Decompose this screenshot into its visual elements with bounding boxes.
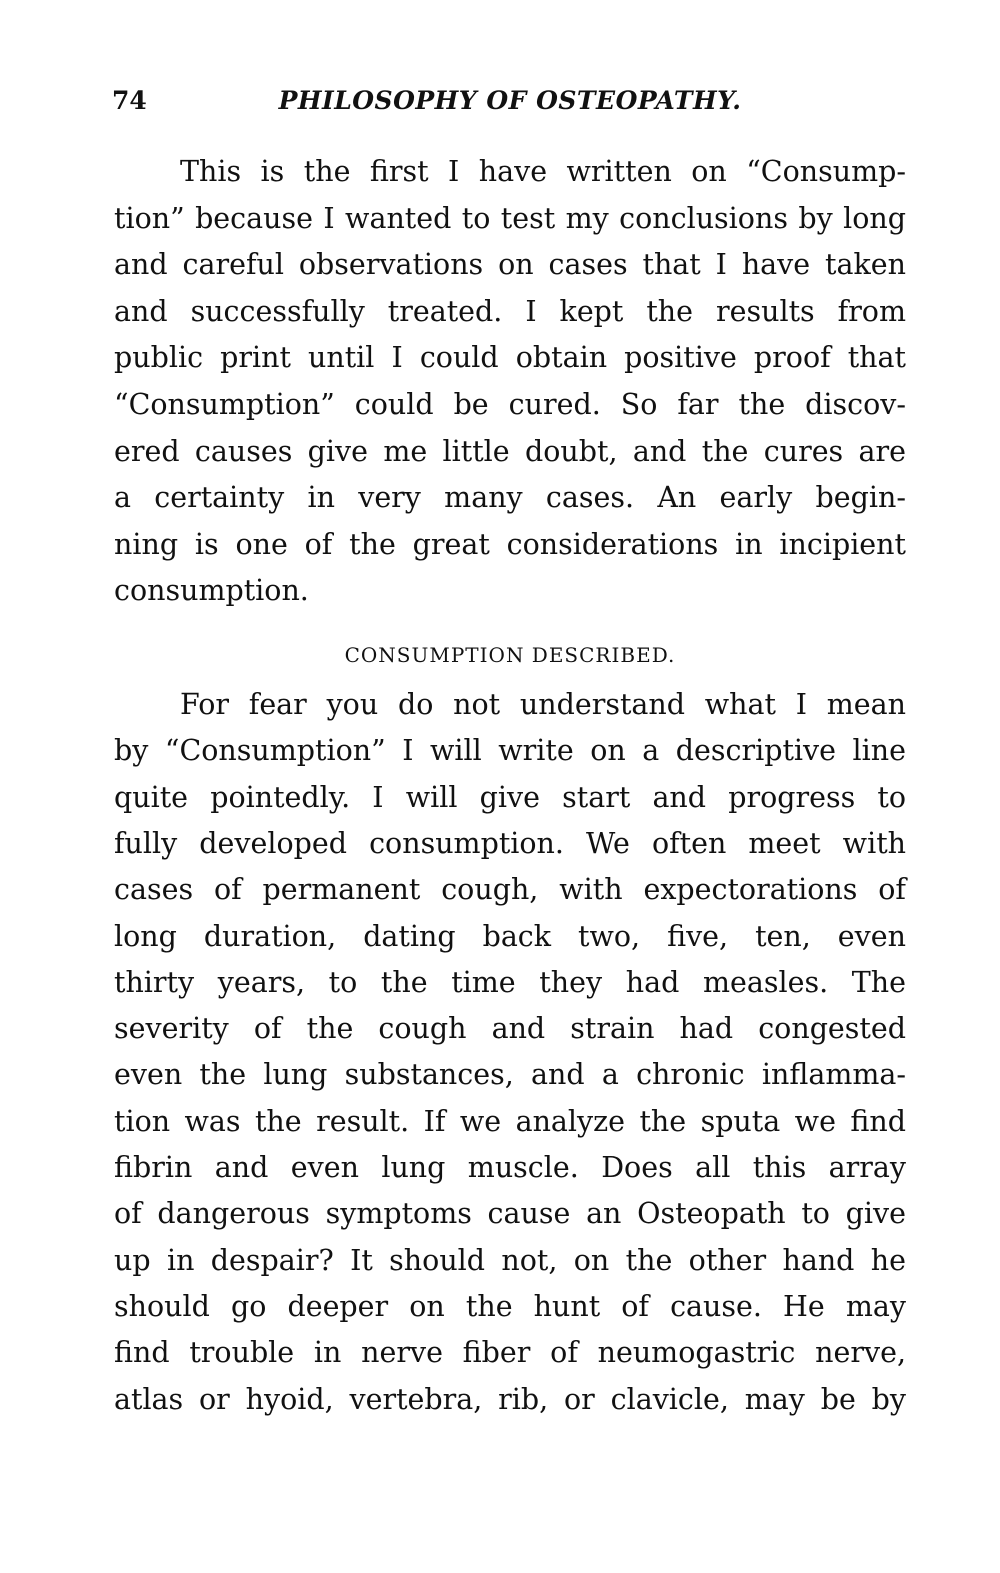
text-line: fully developed consumption. We often meet with: [114, 826, 906, 860]
text-line: fibrin and even lung muscle. Does all this array: [114, 1151, 906, 1184]
text-line: cases of permanent cough, with expectorations of: [114, 873, 906, 907]
page-number: 74: [112, 86, 147, 115]
text-line: a certainty in very many cases. An early begin-: [114, 481, 906, 515]
text-line: This is the first I have written on “Consump-: [180, 155, 906, 188]
text-line: thirty years, to the time they had measles. The: [114, 965, 906, 999]
text-line: and careful observations on cases that I have taken: [114, 248, 906, 282]
text-line: tion” because I wanted to test my conclusions by long: [114, 201, 906, 235]
text-line: find trouble in nerve fiber of neumogastric nerve,: [114, 1336, 906, 1370]
text-line: and successfully treated. I kept the results from: [114, 294, 906, 328]
text-line: should go deeper on the hunt of cause. He may: [114, 1289, 906, 1323]
text-line: by “Consumption” I will write on a descriptive line: [114, 734, 906, 768]
text-line: quite pointedly. I will give start and progress to: [114, 780, 906, 814]
text-line: of dangerous symptoms cause an Osteopath to give: [114, 1197, 906, 1231]
text-line: For fear you do not understand what I mean: [180, 688, 906, 721]
section-heading: CONSUMPTION DESCRIBED.: [344, 643, 676, 667]
text-line: up in despair? It should not, on the other hand he: [114, 1243, 906, 1277]
text-line: severity of the cough and strain had congested: [114, 1012, 906, 1046]
text-line: atlas or hyoid, vertebra, rib, or clavicle, may be by: [114, 1382, 906, 1416]
text-line: “Consumption” could be cured. So far the discov-: [114, 388, 906, 421]
running-title: PHILOSOPHY OF OSTEOPATHY.: [278, 86, 742, 115]
text-line: tion was the result. If we analyze the sputa we find: [114, 1104, 906, 1138]
text-line: even the lung substances, and a chronic inflamma-: [114, 1058, 906, 1092]
text-line: public print until I could obtain positive proof that: [114, 341, 906, 375]
text-line: ning is one of the great considerations in incipient: [114, 527, 906, 561]
text-line: consumption.: [114, 574, 309, 608]
text-line: ered causes give me little doubt, and the cures are: [114, 434, 906, 468]
text-line: long duration, dating back two, five, ten, even: [114, 919, 906, 953]
